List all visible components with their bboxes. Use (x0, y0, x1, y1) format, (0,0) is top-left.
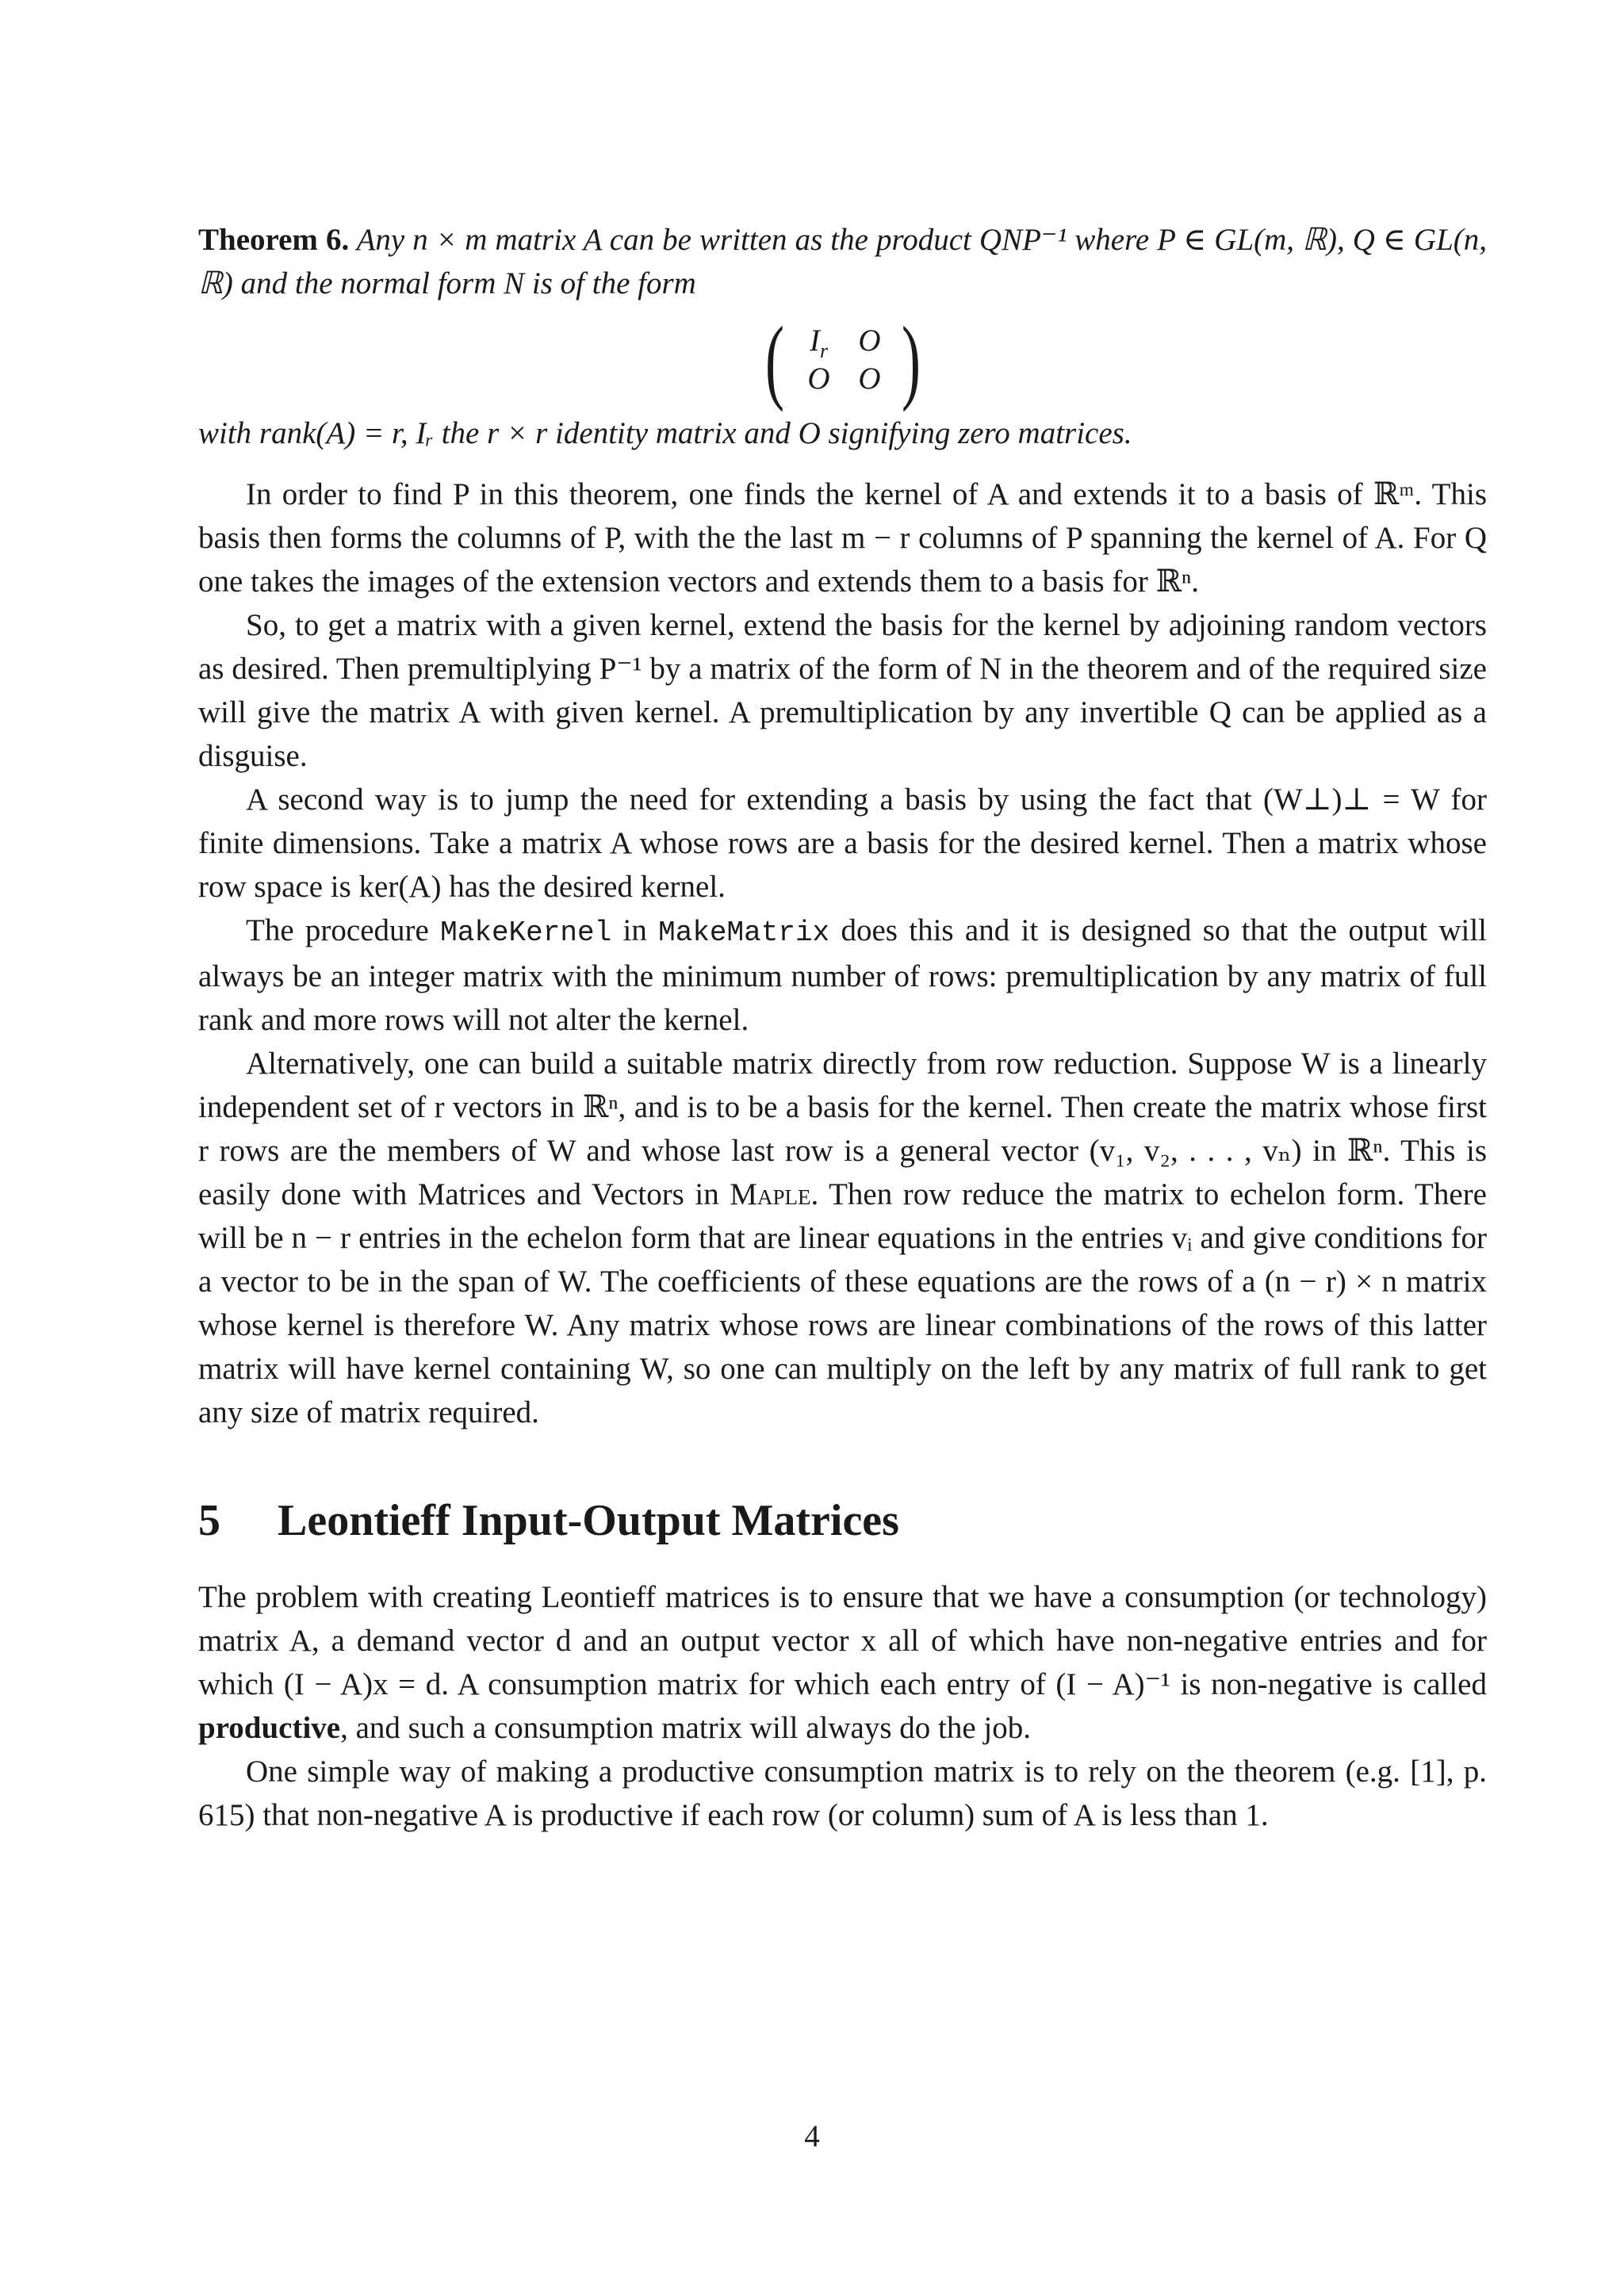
section-number: 5 (198, 1496, 220, 1545)
paragraph-leontieff-problem: The problem with creating Leontieff matrices is to ensure that we have a consumption (or technology) matrix A, a demand vector d and an output vector x all of which have non-negative entries and for which (I − A)x = d. A consumption matrix for which each entry of (I − A)⁻¹ is non-negative is called productive, and such a consumption matrix will always do the job. (198, 1580, 1487, 1745)
right-paren: ) (901, 307, 921, 412)
matrix-entry-bottom-left: O (807, 362, 830, 396)
code-makekernel: MakeKernel (440, 916, 612, 949)
matrix-entries (792, 323, 894, 396)
matrix-entry-bottom-right: O (858, 362, 881, 396)
code-makematrix: MakeMatrix (658, 916, 830, 949)
main-content (198, 218, 1487, 1837)
theorem-label: Theorem 6. (198, 223, 350, 257)
normal-form-matrix (198, 307, 1487, 412)
paragraph-productive-matrix: One simple way of making a productive consumption matrix is to rely on the theorem (e.g. [1], p. 615) that non-negative A is productive if each row (or column) sum of A is less than 1. (198, 1755, 1487, 1832)
section-title: Leontieff Input-Output Matrices (278, 1496, 899, 1545)
matrix-entry-top-right: O (858, 323, 881, 358)
paragraph-find-p: In order to find P in this theorem, one finds the kernel of A and extends it to a basis of ℝᵐ. This basis then forms the columns of P, with the the last m − r columns of P spanning the kernel of A. For Q one takes the images of the extension vectors and extends them to a basis for ℝⁿ. (198, 477, 1487, 599)
maple-name: Maple (730, 1177, 811, 1211)
paragraph-row-reduction: Alternatively, one can build a suitable matrix directly from row reduction. Suppose W is a linearly independent set of r vectors in ℝⁿ, and is to be a basis for the kernel. Then create the matrix whose first r rows are the members of W and whose last row is a general vector (v₁, v₂, . . . , vₙ) in ℝⁿ. This is easily done with Matrices and Vectors in Maple. Then row reduce the matrix to echelon form. There will be n − r entries in the echelon form that are linear equations in the entries vᵢ and give conditions for a vector to be in the span of W. The coefficients of these equations are the rows of a (n − r) × n matrix whose kernel is therefore W. Any matrix whose rows are linear combinations of the rows of this latter matrix will have kernel containing W, so one can multiply on the left by any matrix of full rank to get any size of matrix required. (198, 1047, 1487, 1429)
theorem-conclusion: with rank(A) = r, Iᵣ the r × r identity matrix and O signifying zero matrices. (198, 416, 1132, 450)
term-productive: productive (198, 1711, 341, 1745)
section-heading (198, 1493, 1487, 1548)
matrix-entry-identity: $I_r$ (809, 323, 829, 362)
paragraph-procedure: The procedure MakeKernel in MakeMatrix does this and it is designed so that the output will always be an integer matrix with the minimum number of rows: premultiplication by any matrix of full rank and more rows will not alter the kernel. (198, 913, 1488, 1037)
theorem-statement (198, 218, 1487, 305)
page-number: 4 (804, 2119, 820, 2153)
theorem-text: Any n × m matrix A can be written as the product QNP⁻¹ where P ∈ GL(m, ℝ), Q ∈ GL(n, ℝ) and the normal form N is of the form (198, 223, 1488, 300)
paragraph-given-kernel: So, to get a matrix with a given kernel, extend the basis for the kernel by adjoining random vectors as desired. Then premultiplying P⁻¹ by a matrix of the form of N in the theorem and of the required size will give the matrix A with given kernel. A premultiplication by any invertible Q can be applied as a disguise. (198, 608, 1487, 773)
paragraph-second-way: A second way is to jump the need for extending a basis by using the fact that (W⊥)⊥ = W for finite dimensions. Take a matrix A whose rows are a basis for the desired kernel. Then a matrix whose row space is ker(A) has the desired kernel. (198, 783, 1487, 904)
left-paren: ( (764, 307, 784, 412)
